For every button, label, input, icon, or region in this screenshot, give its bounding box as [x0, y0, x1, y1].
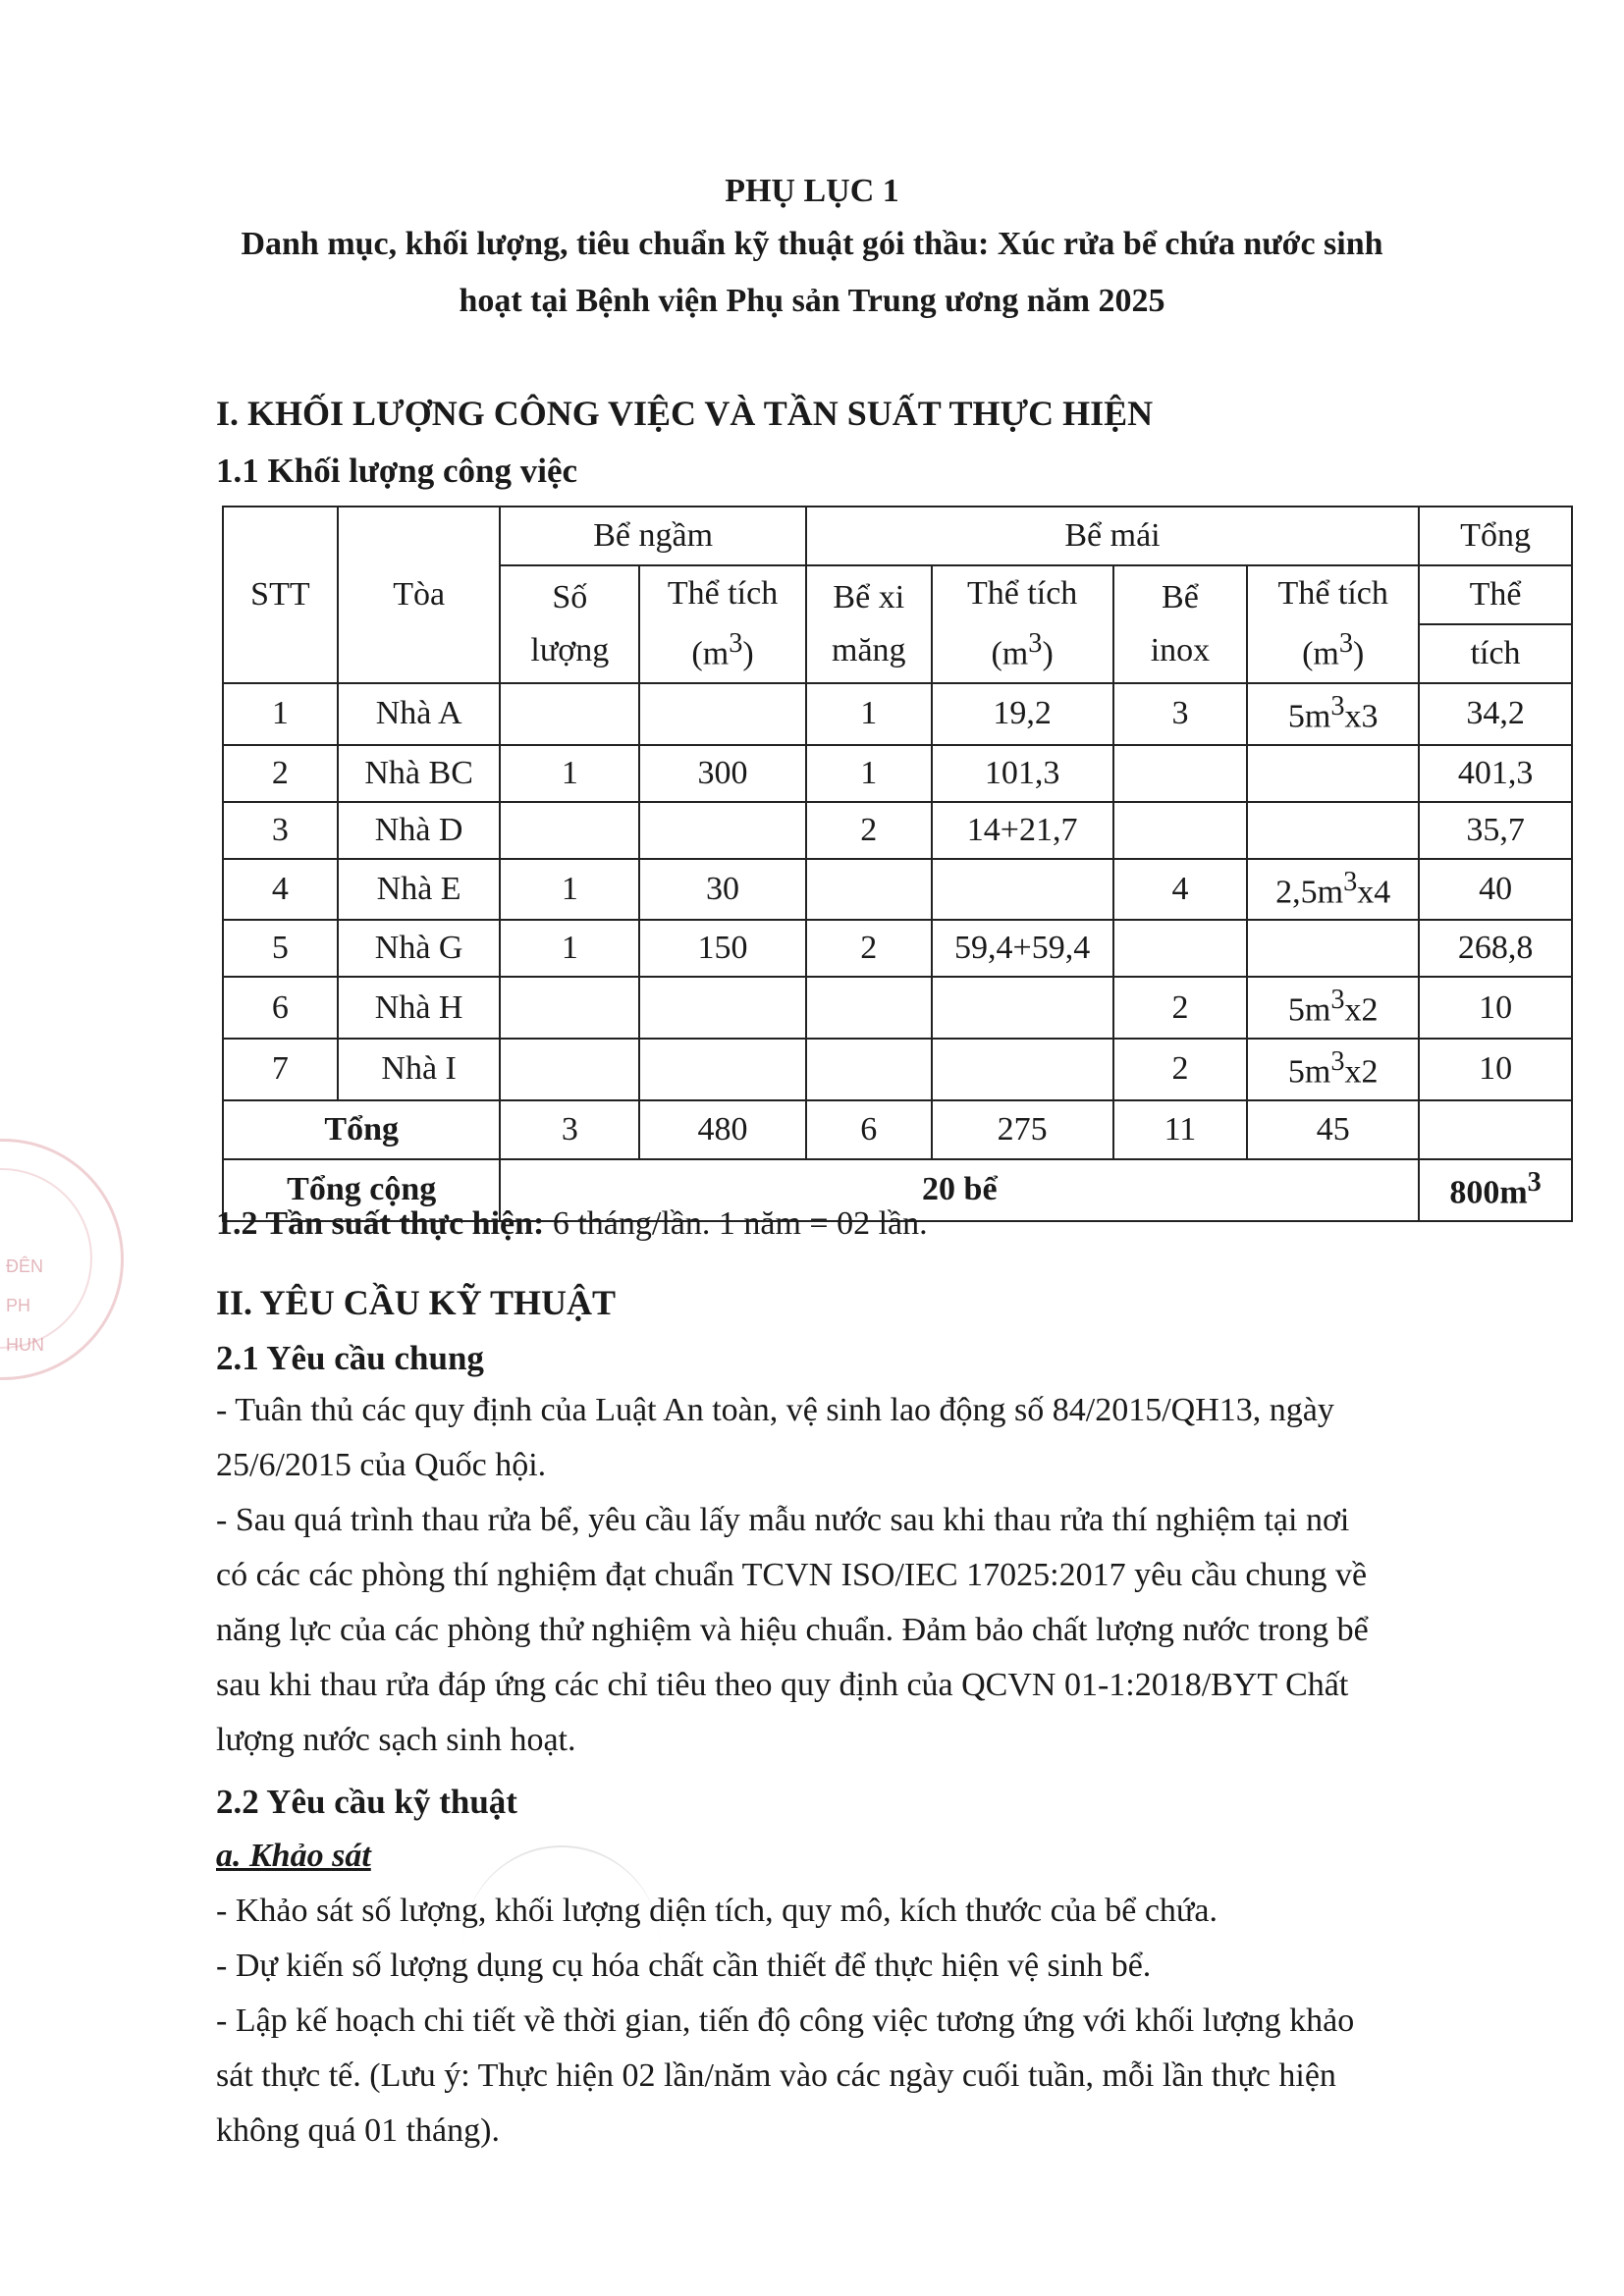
paragraph-line: năng lực của các phòng thử nghiệm và hiệu chuẩn. Đảm bảo chất lượng nước trong bể — [216, 1612, 1369, 1648]
paragraph-line: sát thực tế. (Lưu ý: Thực hiện 02 lần/năm vào các ngày cuối tuần, mỗi lần thực hiện — [216, 2057, 1336, 2094]
paragraph-line: có các các phòng thí nghiệm đạt chuẩn TCVN ISO/IEC 17025:2017 yêu cầu chung về — [216, 1557, 1368, 1593]
header-the-tich-inox: Thể tích $(m^3)$ — [1247, 565, 1419, 683]
paragraph-line: lượng nước sạch sinh hoạt. — [216, 1722, 576, 1758]
header-tong-1: Tổng — [1419, 507, 1572, 565]
section2-sub1: 2.1 Yêu cầu chung — [216, 1339, 484, 1377]
header-stt: STT — [223, 507, 338, 683]
table-row: 2 Nhà BC 1 300 1 101,3 401,3 — [223, 745, 1572, 802]
grand-total-volume: $800m^3$ — [1419, 1159, 1572, 1221]
header-so-luong: Số lượng — [500, 565, 639, 683]
doc-subtitle-line1: Danh mục, khối lượng, tiêu chuẩn kỹ thuật gói thầu: Xúc rửa bể chứa nước sinh — [241, 226, 1383, 262]
header-be-ngam: Bể ngầm — [500, 507, 805, 565]
stamp-text-3: HUN — [6, 1335, 44, 1355]
frequency-line — [216, 1205, 928, 1243]
paragraph-line: 25/6/2015 của Quốc hội. — [216, 1447, 547, 1483]
paragraph-line: - Lập kế hoạch chi tiết về thời gian, tiến độ công việc tương ứng với khối lượng khảo — [216, 2002, 1355, 2039]
grand-total-count: 20 bể — [500, 1159, 1419, 1221]
header-be-inox: Bể inox — [1113, 565, 1248, 683]
header-the-tich-xi: Thể tích $(m^3)$ — [932, 565, 1113, 683]
paragraph-line: - Tuân thủ các quy định của Luật An toàn, vệ sinh lao động số 84/2015/QH13, ngày — [216, 1392, 1334, 1428]
section1-heading: I. KHỐI LƯỢNG CÔNG VIỆC VÀ TẦN SUẤT THỰC HIỆN — [216, 394, 1154, 433]
table-row: 3 Nhà D 2 14+21,7 35,7 — [223, 802, 1572, 859]
paragraph-line: - Khảo sát số lượng, khối lượng diện tích, quy mô, kích thước của bể chứa. — [216, 1893, 1218, 1929]
header-toa: Tòa — [338, 507, 501, 683]
stamp-text-1: ĐÊN — [6, 1256, 44, 1276]
grand-total-label: Tổng cộng — [223, 1159, 500, 1221]
doc-subtitle-line2: hoạt tại Bệnh viện Phụ sản Trung ương năm 2025 — [459, 283, 1165, 319]
paragraph-line: không quá 01 tháng). — [216, 2112, 500, 2149]
header-the-tich-ngam: Thể tích $(m^3)$ — [639, 565, 806, 683]
total-label: Tổng — [223, 1100, 500, 1159]
section1-subheading: 1.1 Khối lượng công việc — [216, 452, 578, 490]
workload-table — [222, 506, 1573, 1222]
table-row: 6 Nhà H 2 $5m^3x2$ 10 — [223, 977, 1572, 1039]
table-row: 7 Nhà I 2 $5m^3x2$ 10 — [223, 1039, 1572, 1100]
table-row: 5 Nhà G 1 150 2 59,4+59,4 268,8 — [223, 920, 1572, 977]
section2-heading: II. YÊU CẦU KỸ THUẬT — [216, 1283, 617, 1322]
paragraph-line: sau khi thau rửa đáp ứng các chỉ tiêu theo quy định của QCVN 01-1:2018/BYT Chất — [216, 1667, 1349, 1703]
paragraph-line: - Dự kiến số lượng dụng cụ hóa chất cần thiết để thực hiện vệ sinh bể. — [216, 1948, 1152, 1984]
frequency-label: 1.2 Tần suất thực hiện: — [216, 1205, 545, 1242]
paragraph-line: - Sau quá trình thau rửa bể, yêu cầu lấy mẫu nước sau khi thau rửa thí nghiệm tại nơi — [216, 1502, 1350, 1538]
header-tong-3: tích — [1419, 624, 1572, 683]
table-total-row: Tổng 3 480 6 275 11 45 — [223, 1100, 1572, 1159]
section2-sub2a: a. Khảo sát — [216, 1838, 371, 1874]
table-row: 4 Nhà E 1 30 4 $2,5m^3x4$ 40 — [223, 859, 1572, 921]
table-row: 1 Nhà A 1 19,2 3 $5m^3x3$ 34,2 — [223, 683, 1572, 745]
frequency-value: 6 tháng/lần. 1 năm = 02 lần. — [544, 1205, 928, 1242]
header-tong-2: Thể — [1419, 565, 1572, 624]
stamp-text-2: PH — [6, 1296, 31, 1315]
doc-title: PHỤ LỤC 1 — [725, 173, 899, 209]
header-be-mai: Bể mái — [806, 507, 1419, 565]
section2-sub2: 2.2 Yêu cầu kỹ thuật — [216, 1783, 517, 1821]
header-be-xi-mang: Bể xi măng — [806, 565, 932, 683]
